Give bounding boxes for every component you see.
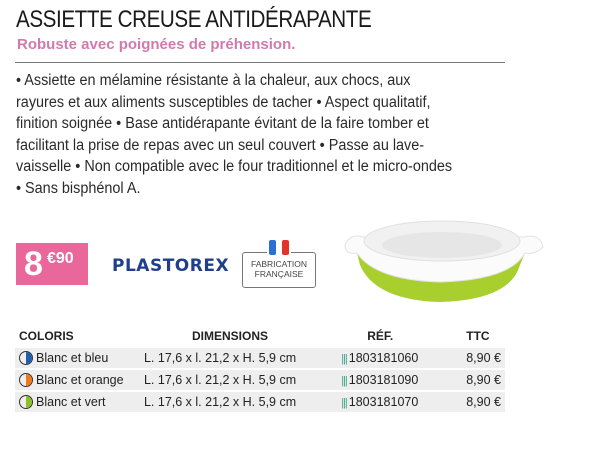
header-ttc: TTC	[466, 329, 490, 343]
dimensions: L. 17,6 x l. 21,2 x H. 5,9 cm	[140, 369, 337, 391]
barcode-icon: |||	[341, 397, 347, 409]
description-line: • Sans bisphénol A.	[16, 179, 141, 197]
description-line: facilitant la prise de repas avec un seul couvert • Passe au lave-	[16, 136, 425, 154]
blue-swatch-icon	[19, 351, 33, 365]
color-name: Blanc et orange	[36, 373, 124, 387]
price: 8,90 €	[446, 347, 505, 369]
header-ref: RÉF.	[367, 329, 394, 343]
fabrication-line1: FABRICATION	[250, 259, 308, 269]
color-name: Blanc et bleu	[36, 351, 109, 365]
ref: 1803181060	[348, 351, 419, 365]
green-swatch-icon	[19, 395, 33, 409]
dimensions: L. 17,6 x l. 21,2 x H. 5,9 cm	[140, 347, 337, 369]
price-euros: 8	[24, 245, 43, 283]
ref: 1803181090	[348, 373, 419, 387]
brand-logo: PLASTOREX	[112, 256, 230, 276]
color-name: Blanc et vert	[36, 395, 106, 409]
french-flag-icon	[267, 240, 291, 255]
variants-table	[15, 326, 505, 412]
orange-swatch-icon	[19, 373, 33, 387]
description-line: rayures et aux aliments susceptibles de tacher • Aspect qualitatif,	[16, 93, 431, 111]
description-line: vaisselle • Non compatible avec le four traditionnel et le micro-ondes	[16, 158, 453, 175]
plate-image	[335, 205, 550, 315]
fabrication-line2: FRANÇAISE	[254, 269, 304, 279]
header-coloris: COLORIS	[19, 329, 74, 343]
product-title: ASSIETTE CREUSE ANTIDÉRAPANTE	[16, 6, 372, 33]
product-subtitle: Robuste avec poignées de préhension.	[17, 36, 296, 53]
ref: 1803181070	[348, 395, 419, 409]
table-row	[15, 347, 505, 369]
table-row	[15, 391, 505, 412]
dimensions: L. 17,6 x l. 21,2 x H. 5,9 cm	[140, 391, 337, 412]
header-dimensions: DIMENSIONS	[191, 329, 268, 343]
divider	[15, 62, 505, 63]
table-row	[15, 369, 505, 391]
barcode-icon: |||	[341, 375, 347, 387]
price-badge	[16, 243, 88, 285]
description-line: finition soignée • Base antidérapante évitant de la faire tomber et	[16, 115, 429, 132]
product-description	[16, 70, 452, 199]
price: 8,90 €	[446, 369, 505, 391]
table-header	[15, 326, 505, 347]
description-line: • Assiette en mélamine résistante à la chaleur, aux chocs, aux	[16, 72, 411, 89]
price: 8,90 €	[446, 391, 505, 412]
price-cents: €90	[47, 250, 74, 267]
fabrication-francaise-badge	[242, 252, 316, 288]
barcode-icon: |||	[341, 353, 347, 365]
